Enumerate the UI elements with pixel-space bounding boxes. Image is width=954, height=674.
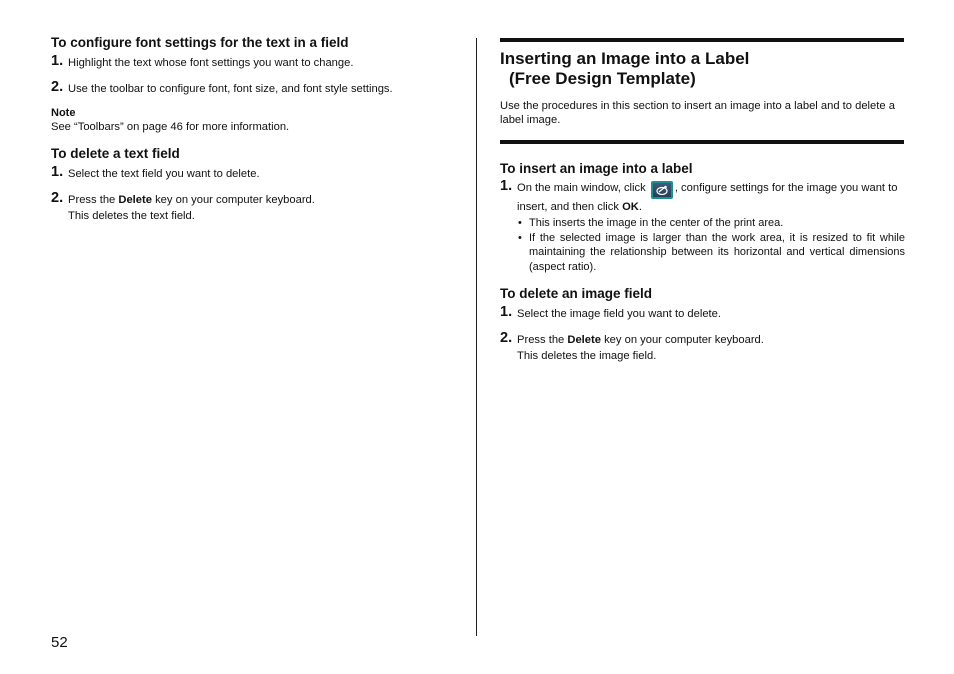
step-number: 2. <box>51 79 64 95</box>
section-title-font-settings: To configure font settings for the text in a field <box>51 35 349 50</box>
ok-label: OK <box>622 201 639 213</box>
step-number: 2. <box>51 190 64 206</box>
step-number: 1. <box>51 53 64 69</box>
bullet-list <box>500 216 905 274</box>
step-text-post: key on your computer keyboard. <box>600 334 764 346</box>
step-2 <box>51 81 451 97</box>
step-1 <box>500 180 905 215</box>
step-text: Select the image field you want to delete. <box>517 308 721 320</box>
step-1 <box>51 166 451 182</box>
heading-line-2: (Free Design Template) <box>509 69 696 88</box>
right-column <box>500 38 905 364</box>
bullet-item: • This inserts the image in the center of the print area. <box>517 216 905 231</box>
step-text: Use the toolbar to configure font, font size, and font style settings. <box>68 83 393 95</box>
section-title-delete-text-field: To delete a text field <box>51 146 180 161</box>
intro-text: Use the procedures in this section to insert an image into a label and to delete a label image. <box>500 100 895 126</box>
key-name: Delete <box>118 194 152 206</box>
step-text-result: This deletes the image field. <box>517 350 657 362</box>
page-number: 52 <box>51 634 68 651</box>
step-text: Highlight the text whose font settings you want to change. <box>68 57 354 69</box>
left-column <box>51 35 451 224</box>
section-title-insert-image: To insert an image into a label <box>500 161 693 176</box>
heading-rule-bottom <box>500 140 904 144</box>
step-number: 1. <box>51 164 64 180</box>
section-heading <box>500 49 905 89</box>
step-text-post: key on your computer keyboard. <box>151 194 315 206</box>
step-number: 1. <box>500 178 513 194</box>
step-2 <box>51 192 451 224</box>
note-block <box>51 106 451 134</box>
insert-image-icon <box>651 181 673 199</box>
key-name: Delete <box>567 334 601 346</box>
heading-line-1: Inserting an Image into a Label <box>500 49 750 68</box>
column-divider <box>476 38 477 636</box>
step-text-end: . <box>638 201 642 213</box>
section-title-delete-image-field: To delete an image field <box>500 286 653 301</box>
step-text-pre: Press the <box>517 334 568 346</box>
step-1 <box>51 55 451 71</box>
step-1 <box>500 306 905 322</box>
bullet-item: • If the selected image is larger than the work area, it is resized to fit while maintaining the relationship between its horizontal and vertical dimensions (aspect ratio). <box>517 231 905 275</box>
heading-rule-top <box>500 38 904 42</box>
step-text: Select the text field you want to delete. <box>68 168 260 180</box>
step-number: 1. <box>500 304 513 320</box>
step-text-pre: On the main window, click <box>517 182 649 194</box>
step-text-pre: Press the <box>68 194 119 206</box>
step-2 <box>500 332 905 364</box>
note-heading: Note <box>51 107 76 119</box>
step-number: 2. <box>500 330 513 346</box>
step-text-result: This deletes the text field. <box>68 210 195 222</box>
step-text-mid: , configure settings for the image you want to insert, and then click <box>517 182 898 213</box>
note-text: See “Toolbars” on page 46 for more information. <box>51 121 290 133</box>
